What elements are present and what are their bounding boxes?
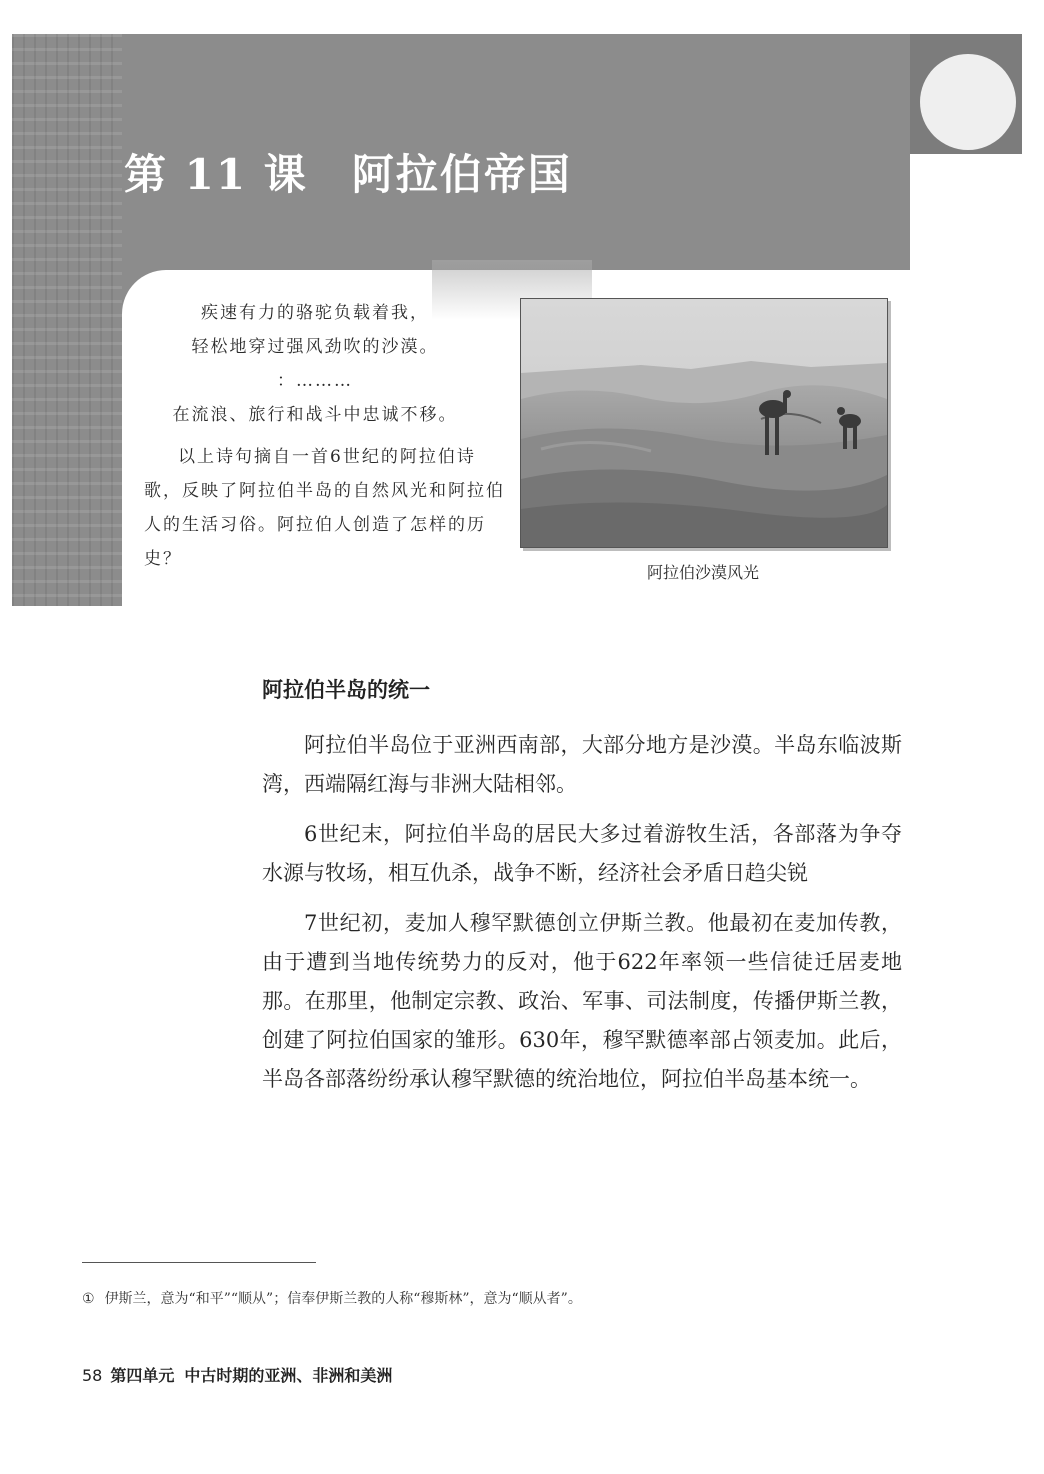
photo-caption: 阿拉伯沙漠风光	[646, 563, 759, 582]
footnote-mark: ①	[82, 1291, 95, 1307]
poem-line: ：………	[277, 371, 353, 391]
page-number: 58	[82, 1366, 103, 1385]
lesson-title: 第 11 课 阿拉伯帝国	[124, 150, 572, 199]
desert-photo-image	[521, 299, 887, 547]
header-tab-circle	[920, 54, 1016, 150]
page-footer	[82, 1363, 402, 1386]
section-body	[262, 726, 902, 1110]
footnote-rule	[82, 1262, 316, 1263]
poem-line: 疾速有力的骆驼负载着我，	[201, 303, 429, 323]
body-paragraph: 6世纪末，阿拉伯半岛的居民大多过着游牧生活，各部落为争夺水源与牧场，相互仇杀，战争不断，经济社会矛盾日趋尖锐	[262, 822, 902, 885]
intro-paragraph: 以上诗句摘自一首6世纪的阿拉伯诗歌，反映了阿拉伯半岛的自然风光和阿拉伯人的生活习俗。阿拉伯人创造了怎样的历史？	[144, 447, 505, 569]
footnote	[82, 1288, 582, 1308]
intro-poem	[122, 296, 508, 432]
footer-unit-title: 中古时期的亚洲、非洲和美洲	[184, 1366, 393, 1385]
body-paragraph: 阿拉伯半岛位于亚洲西南部，大部分地方是沙漠。半岛东临波斯湾，西端隔红海与非洲大陆相邻。	[262, 733, 902, 796]
footnote-text: 伊斯兰，意为“和平”“顺从”；信奉伊斯兰教的人称“穆斯林”，意为“顺从者”。	[104, 1291, 582, 1307]
header-texture	[12, 34, 122, 606]
footer-unit: 第四单元	[110, 1366, 175, 1385]
header-tab	[910, 34, 1022, 154]
poem-line: 在流浪、旅行和战斗中忠诚不移。	[172, 405, 458, 425]
header-right-cutout	[910, 154, 1022, 606]
section-heading: 阿拉伯半岛的统一	[262, 678, 430, 702]
desert-photo	[520, 298, 888, 548]
intro-panel	[122, 270, 912, 606]
poem-line: 轻松地穿过强风劲吹的沙漠。	[191, 337, 439, 357]
body-paragraph: 7世纪初，麦加人穆罕默德创立伊斯兰教。他最初在麦加传教，由于遭到当地传统势力的反对，他于622年率领一些信徒迁居麦地那。在那里，他制定宗教、政治、军事、司法制度，传播伊斯兰教，创建了阿拉伯国家的雏形。630年，穆罕默德率部占领麦加。此后，半岛各部落纷纷承认穆罕默德的统治地位，阿拉伯半岛基本统一。	[262, 911, 902, 1091]
